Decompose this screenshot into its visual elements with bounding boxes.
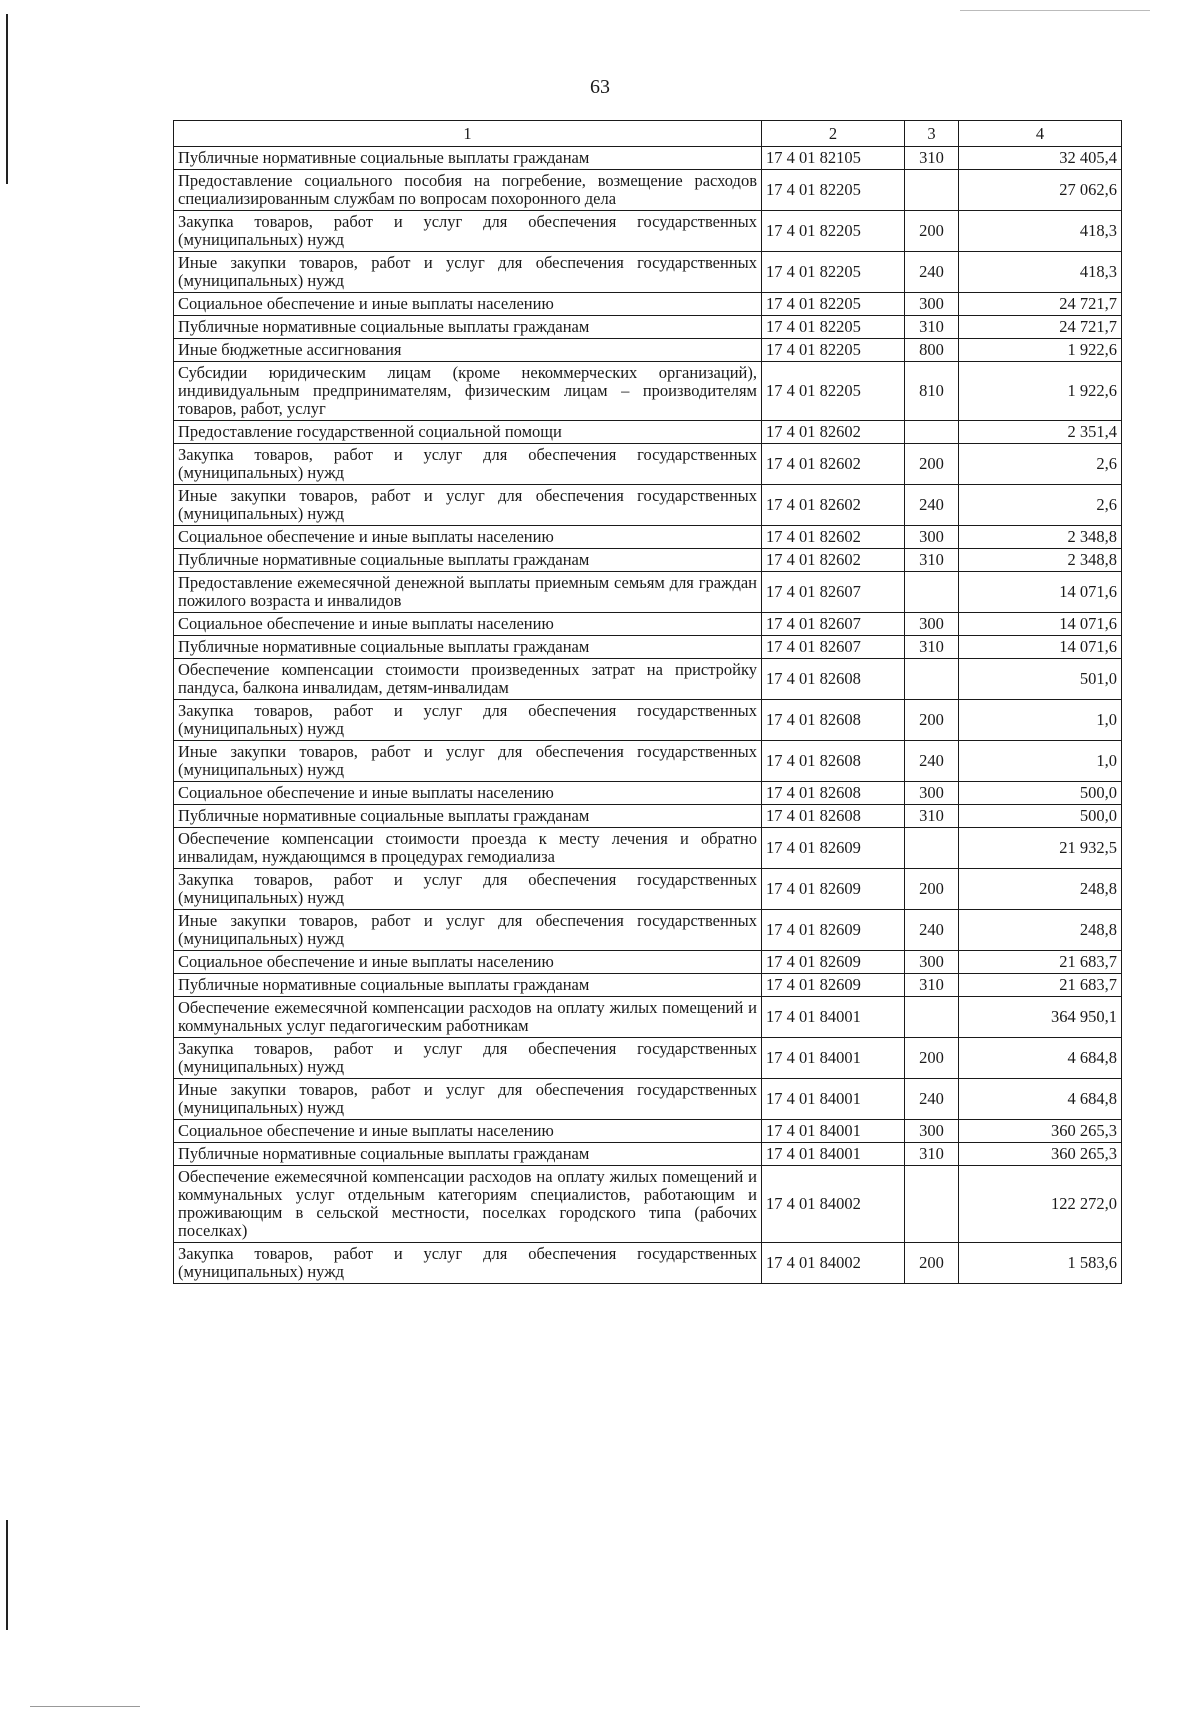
row-name-cell: Публичные нормативные социальные выплаты гражданам [174, 974, 762, 997]
row-name-cell: Иные закупки товаров, работ и услуг для обеспечения государственных (муниципальных) нужд [174, 485, 762, 526]
row-type-cell: 300 [905, 613, 959, 636]
row-name-cell: Закупка товаров, работ и услуг для обеспечения государственных (муниципальных) нужд [174, 444, 762, 485]
table-row [174, 170, 1122, 211]
table-row [174, 362, 1122, 421]
row-amount-cell: 4 684,8 [959, 1079, 1122, 1120]
row-amount-cell: 248,8 [959, 910, 1122, 951]
row-name-cell: Публичные нормативные социальные выплаты гражданам [174, 549, 762, 572]
row-code-cell: 17 4 01 82609 [762, 869, 905, 910]
row-name-cell: Закупка товаров, работ и услуг для обеспечения государственных (муниципальных) нужд [174, 1243, 762, 1284]
row-name-cell: Обеспечение ежемесячной компенсации расходов на оплату жилых помещений и коммунальных услуг педагогическим работникам [174, 997, 762, 1038]
row-name-cell: Иные закупки товаров, работ и услуг для обеспечения государственных (муниципальных) нужд [174, 741, 762, 782]
table-row [174, 910, 1122, 951]
row-code-cell: 17 4 01 82105 [762, 147, 905, 170]
row-amount-cell: 24 721,7 [959, 293, 1122, 316]
table-row [174, 526, 1122, 549]
row-code-cell: 17 4 01 82609 [762, 974, 905, 997]
table-row [174, 1143, 1122, 1166]
row-type-cell: 240 [905, 1079, 959, 1120]
row-name-cell: Публичные нормативные социальные выплаты гражданам [174, 316, 762, 339]
row-code-cell: 17 4 01 82609 [762, 951, 905, 974]
row-code-cell: 17 4 01 82608 [762, 782, 905, 805]
row-name-cell: Социальное обеспечение и иные выплаты населению [174, 951, 762, 974]
row-type-cell: 300 [905, 526, 959, 549]
row-amount-cell: 21 932,5 [959, 828, 1122, 869]
table-header-row [174, 121, 1122, 147]
scan-edge-line [30, 1706, 140, 1707]
row-type-cell: 300 [905, 951, 959, 974]
row-code-cell: 17 4 01 82607 [762, 572, 905, 613]
row-type-cell: 200 [905, 211, 959, 252]
row-code-cell: 17 4 01 82607 [762, 636, 905, 659]
row-type-cell: 810 [905, 362, 959, 421]
row-amount-cell: 248,8 [959, 869, 1122, 910]
table-row [174, 636, 1122, 659]
row-code-cell: 17 4 01 82602 [762, 444, 905, 485]
table-row [174, 741, 1122, 782]
row-type-cell: 800 [905, 339, 959, 362]
row-name-cell: Обеспечение компенсации стоимости произведенных затрат на пристройку пандуса, балкона инвалидам, детям-инвалидам [174, 659, 762, 700]
row-name-cell: Публичные нормативные социальные выплаты гражданам [174, 1143, 762, 1166]
row-name-cell: Субсидии юридическим лицам (кроме некоммерческих организаций), индивидуальным предпринимателям, физическим лицам – производителям товаров, работ, услуг [174, 362, 762, 421]
table-row [174, 613, 1122, 636]
row-amount-cell: 2,6 [959, 444, 1122, 485]
table-body [174, 147, 1122, 1284]
row-type-cell [905, 421, 959, 444]
row-code-cell: 17 4 01 84001 [762, 1079, 905, 1120]
header-col-2: 2 [762, 121, 905, 147]
row-type-cell: 200 [905, 1038, 959, 1079]
header-col-3: 3 [905, 121, 959, 147]
table-row [174, 421, 1122, 444]
row-name-cell: Социальное обеспечение и иные выплаты населению [174, 526, 762, 549]
row-code-cell: 17 4 01 82608 [762, 741, 905, 782]
row-amount-cell: 21 683,7 [959, 951, 1122, 974]
table-row [174, 485, 1122, 526]
row-code-cell: 17 4 01 84001 [762, 1038, 905, 1079]
table-row [174, 211, 1122, 252]
table-row [174, 572, 1122, 613]
row-type-cell: 300 [905, 782, 959, 805]
row-name-cell: Иные бюджетные ассигнования [174, 339, 762, 362]
table-row [174, 339, 1122, 362]
row-type-cell: 310 [905, 549, 959, 572]
table-row [174, 805, 1122, 828]
row-amount-cell: 418,3 [959, 211, 1122, 252]
row-type-cell [905, 170, 959, 211]
row-amount-cell: 360 265,3 [959, 1120, 1122, 1143]
row-code-cell: 17 4 01 82602 [762, 549, 905, 572]
row-type-cell [905, 1166, 959, 1243]
row-code-cell: 17 4 01 82608 [762, 805, 905, 828]
row-type-cell: 300 [905, 293, 959, 316]
row-amount-cell: 2,6 [959, 485, 1122, 526]
row-name-cell: Иные закупки товаров, работ и услуг для обеспечения государственных (муниципальных) нужд [174, 1079, 762, 1120]
row-code-cell: 17 4 01 82205 [762, 316, 905, 339]
row-name-cell: Социальное обеспечение и иные выплаты населению [174, 782, 762, 805]
row-amount-cell: 500,0 [959, 805, 1122, 828]
table-row [174, 316, 1122, 339]
row-code-cell: 17 4 01 82205 [762, 252, 905, 293]
scan-margin-mark [6, 1520, 8, 1630]
row-type-cell: 310 [905, 316, 959, 339]
row-amount-cell: 418,3 [959, 252, 1122, 293]
row-type-cell: 310 [905, 636, 959, 659]
row-type-cell [905, 997, 959, 1038]
row-type-cell: 240 [905, 910, 959, 951]
row-code-cell: 17 4 01 82205 [762, 293, 905, 316]
row-name-cell: Закупка товаров, работ и услуг для обеспечения государственных (муниципальных) нужд [174, 869, 762, 910]
row-type-cell [905, 828, 959, 869]
row-type-cell: 240 [905, 485, 959, 526]
table-row [174, 1120, 1122, 1143]
table-row [174, 782, 1122, 805]
row-name-cell: Публичные нормативные социальные выплаты гражданам [174, 147, 762, 170]
row-code-cell: 17 4 01 82205 [762, 362, 905, 421]
row-name-cell: Публичные нормативные социальные выплаты гражданам [174, 636, 762, 659]
row-name-cell: Закупка товаров, работ и услуг для обеспечения государственных (муниципальных) нужд [174, 700, 762, 741]
row-amount-cell: 2 348,8 [959, 549, 1122, 572]
row-name-cell: Закупка товаров, работ и услуг для обеспечения государственных (муниципальных) нужд [174, 211, 762, 252]
row-amount-cell: 1 922,6 [959, 339, 1122, 362]
scan-edge-line [960, 10, 1150, 11]
row-amount-cell: 2 351,4 [959, 421, 1122, 444]
row-name-cell: Социальное обеспечение и иные выплаты населению [174, 293, 762, 316]
row-name-cell: Иные закупки товаров, работ и услуг для обеспечения государственных (муниципальных) нужд [174, 252, 762, 293]
row-type-cell: 310 [905, 147, 959, 170]
row-name-cell: Социальное обеспечение и иные выплаты населению [174, 613, 762, 636]
row-code-cell: 17 4 01 82607 [762, 613, 905, 636]
table-row [174, 869, 1122, 910]
row-code-cell: 17 4 01 82205 [762, 339, 905, 362]
row-amount-cell: 24 721,7 [959, 316, 1122, 339]
row-code-cell: 17 4 01 84002 [762, 1243, 905, 1284]
budget-table [173, 120, 1122, 1284]
row-name-cell: Социальное обеспечение и иные выплаты населению [174, 1120, 762, 1143]
row-code-cell: 17 4 01 82609 [762, 828, 905, 869]
table-row [174, 951, 1122, 974]
row-code-cell: 17 4 01 82608 [762, 659, 905, 700]
row-amount-cell: 1 922,6 [959, 362, 1122, 421]
row-amount-cell: 2 348,8 [959, 526, 1122, 549]
row-amount-cell: 122 272,0 [959, 1166, 1122, 1243]
table-row [174, 147, 1122, 170]
table-row [174, 293, 1122, 316]
row-amount-cell: 500,0 [959, 782, 1122, 805]
row-code-cell: 17 4 01 82602 [762, 526, 905, 549]
row-code-cell: 17 4 01 82602 [762, 485, 905, 526]
row-name-cell: Предоставление социального пособия на погребение, возмещение расходов специализированным службам по вопросам похоронного дела [174, 170, 762, 211]
row-code-cell: 17 4 01 82609 [762, 910, 905, 951]
scan-margin-mark [6, 14, 8, 184]
table-row [174, 444, 1122, 485]
table-row [174, 700, 1122, 741]
row-code-cell: 17 4 01 84001 [762, 1143, 905, 1166]
row-amount-cell: 360 265,3 [959, 1143, 1122, 1166]
table-row [174, 549, 1122, 572]
table-row [174, 1243, 1122, 1284]
row-type-cell: 300 [905, 1120, 959, 1143]
row-code-cell: 17 4 01 82602 [762, 421, 905, 444]
row-amount-cell: 27 062,6 [959, 170, 1122, 211]
table-row [174, 1038, 1122, 1079]
page-number: 63 [590, 76, 610, 98]
row-name-cell: Предоставление государственной социальной помощи [174, 421, 762, 444]
row-code-cell: 17 4 01 84001 [762, 997, 905, 1038]
row-type-cell: 200 [905, 869, 959, 910]
row-amount-cell: 501,0 [959, 659, 1122, 700]
row-name-cell: Предоставление ежемесячной денежной выплаты приемным семьям для граждан пожилого возраста и инвалидов [174, 572, 762, 613]
table-row [174, 1079, 1122, 1120]
row-code-cell: 17 4 01 84002 [762, 1166, 905, 1243]
row-amount-cell: 1,0 [959, 700, 1122, 741]
table-row [174, 659, 1122, 700]
row-name-cell: Обеспечение ежемесячной компенсации расходов на оплату жилых помещений и коммунальных услуг отдельным категориям специалистов, работающим и проживающим в сельской местности, поселках городского типа (рабочих поселках) [174, 1166, 762, 1243]
row-type-cell: 310 [905, 1143, 959, 1166]
row-code-cell: 17 4 01 82205 [762, 211, 905, 252]
table-row [174, 997, 1122, 1038]
row-amount-cell: 1 583,6 [959, 1243, 1122, 1284]
row-name-cell: Публичные нормативные социальные выплаты гражданам [174, 805, 762, 828]
row-amount-cell: 4 684,8 [959, 1038, 1122, 1079]
header-col-1: 1 [174, 121, 762, 147]
row-type-cell: 200 [905, 700, 959, 741]
table-row [174, 974, 1122, 997]
row-amount-cell: 14 071,6 [959, 636, 1122, 659]
row-type-cell [905, 572, 959, 613]
row-type-cell: 200 [905, 444, 959, 485]
row-type-cell: 200 [905, 1243, 959, 1284]
row-type-cell: 310 [905, 805, 959, 828]
table-row [174, 828, 1122, 869]
row-name-cell: Закупка товаров, работ и услуг для обеспечения государственных (муниципальных) нужд [174, 1038, 762, 1079]
table-row [174, 1166, 1122, 1243]
row-amount-cell: 364 950,1 [959, 997, 1122, 1038]
row-code-cell: 17 4 01 84001 [762, 1120, 905, 1143]
row-type-cell: 310 [905, 974, 959, 997]
row-type-cell [905, 659, 959, 700]
row-type-cell: 240 [905, 252, 959, 293]
row-name-cell: Обеспечение компенсации стоимости проезда к месту лечения и обратно инвалидам, нуждающимся в процедурах гемодиализа [174, 828, 762, 869]
table-row [174, 252, 1122, 293]
row-type-cell: 240 [905, 741, 959, 782]
row-amount-cell: 14 071,6 [959, 613, 1122, 636]
row-amount-cell: 14 071,6 [959, 572, 1122, 613]
row-amount-cell: 21 683,7 [959, 974, 1122, 997]
row-amount-cell: 1,0 [959, 741, 1122, 782]
row-name-cell: Иные закупки товаров, работ и услуг для обеспечения государственных (муниципальных) нужд [174, 910, 762, 951]
header-col-4: 4 [959, 121, 1122, 147]
row-amount-cell: 32 405,4 [959, 147, 1122, 170]
row-code-cell: 17 4 01 82205 [762, 170, 905, 211]
row-code-cell: 17 4 01 82608 [762, 700, 905, 741]
